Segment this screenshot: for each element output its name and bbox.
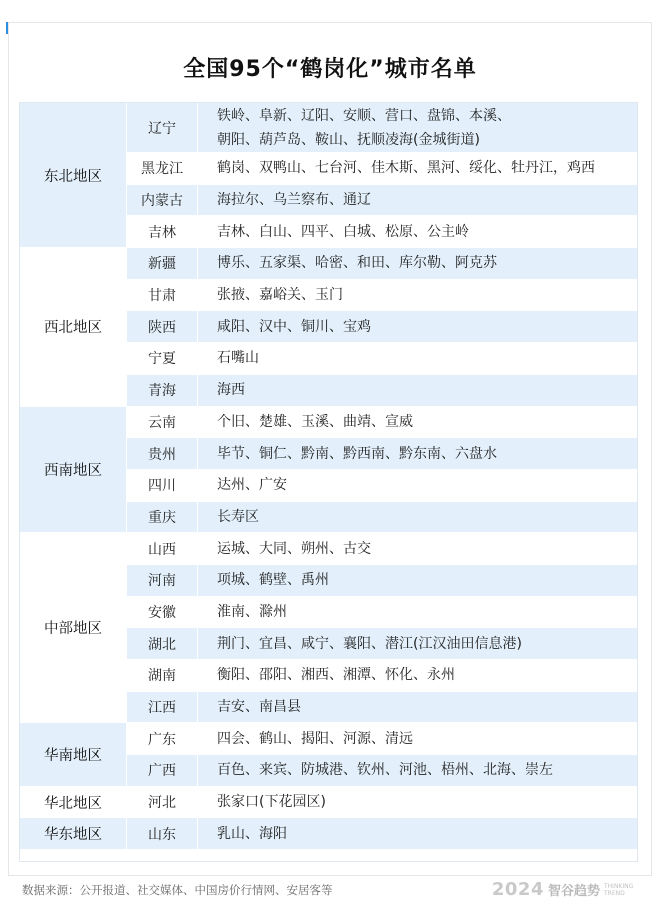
cities-line: 乳山、海阳 [217,825,287,842]
cities-cell [198,818,638,850]
cities-line: 达州、广安 [217,477,287,494]
province-cell: 陕西 [127,311,198,343]
province-cell: 青海 [127,374,198,406]
cities-line: 运城、大同、朔州、古交 [217,540,371,557]
brand-logo [492,879,638,900]
cities-cell [198,755,638,787]
province-cell: 新疆 [127,248,198,280]
province-cell: 湖南 [127,660,198,692]
cities-cell [198,786,638,818]
region-cell: 西北地区 [20,248,127,406]
cities-line: 咸阳、汉中、铜川、宝鸡 [217,318,371,335]
table-row [20,248,638,280]
cities-cell [198,469,638,501]
cities-cell [198,501,638,533]
data-source-note: 数据来源：公开报道、社交媒体、中国房价行情网、安居客等 [22,883,333,897]
province-cell: 广西 [127,755,198,787]
province-cell: 甘肃 [127,279,198,311]
province-cell: 吉林 [127,216,198,248]
cities-cell [198,103,638,153]
cities-line: 吉林、白山、四平、白城、松原、公主岭 [217,223,469,240]
cities-cell [198,564,638,596]
city-list-table [19,102,638,850]
cities-cell [198,438,638,470]
cities-cell [198,406,638,438]
cities-cell [198,248,638,280]
region-cell: 华南地区 [20,723,127,786]
cities-line: 淮南、滁州 [217,603,287,620]
cities-cell [198,184,638,216]
cities-line: 荆门、宜昌、咸宁、襄阳、潜江(江汉油田信息港) [217,635,522,652]
cities-line: 海西 [217,382,245,399]
cities-cell [198,660,638,692]
province-cell: 贵州 [127,438,198,470]
logo-english: THINKING TREND [604,882,634,897]
province-cell: 宁夏 [127,343,198,375]
cities-cell [198,533,638,565]
cities-cell [198,374,638,406]
cities-line: 个旧、楚雄、玉溪、曲靖、宣威 [217,413,413,430]
table-row [20,103,638,153]
province-cell: 湖北 [127,628,198,660]
logo-year: 2024 [491,879,544,900]
province-cell: 辽宁 [127,103,198,153]
cities-line: 张家口(下花园区) [217,794,326,811]
province-cell: 河南 [127,564,198,596]
table-row [20,723,638,755]
cities-cell [198,596,638,628]
region-cell: 中部地区 [20,533,127,723]
cities-cell [198,691,638,723]
cities-line: 鹤岗、双鸭山、七台河、佳木斯、黑河、绥化、牡丹江，鸡西 [217,160,595,177]
province-cell: 重庆 [127,501,198,533]
cities-cell [198,153,638,185]
cities-cell [198,216,638,248]
cities-line: 四会、鹤山、揭阳、河源、清远 [217,730,413,747]
cities-line: 海拉尔、乌兰察布、通辽 [217,192,371,209]
table-row [20,818,638,850]
table-row [20,406,638,438]
cities-line: 博乐、五家渠、哈密、和田、库尔勒、阿克苏 [217,255,497,272]
cities-line: 铁岭、阜新、辽阳、安顺、营口、盘锦、本溪、 [217,107,511,124]
province-cell: 河北 [127,786,198,818]
province-cell: 内蒙古 [127,184,198,216]
province-cell: 黑龙江 [127,153,198,185]
cities-line: 百色、来宾、防城港、钦州、河池、梧州、北海、崇左 [217,762,553,779]
cities-line: 长寿区 [217,508,259,525]
province-cell: 云南 [127,406,198,438]
province-cell: 山西 [127,533,198,565]
cities-line: 毕节、铜仁、黔南、黔西南、黔东南、六盘水 [217,445,497,462]
cities-cell [198,628,638,660]
cities-cell [198,279,638,311]
cities-cell [198,343,638,375]
region-cell: 西南地区 [20,406,127,533]
region-cell: 华东地区 [20,818,127,850]
region-cell: 东北地区 [20,103,127,248]
table-row [20,533,638,565]
cities-line: 衡阳、邵阳、湘西、湘潭、怀化、永州 [217,667,455,684]
province-cell: 江西 [127,691,198,723]
cities-line: 项城、鹤壁、禹州 [217,572,329,589]
page-title: 全国95个“鹤岗化”城市名单 [183,57,477,82]
cities-cell [198,311,638,343]
province-cell: 安徽 [127,596,198,628]
cities-line: 吉安、南昌县 [217,699,301,716]
logo-name: 智谷趋势 [547,884,600,899]
province-cell: 广东 [127,723,198,755]
cities-cell [198,723,638,755]
province-cell: 山东 [127,818,198,850]
region-cell: 华北地区 [20,786,127,818]
cities-line: 张掖、嘉峪关、玉门 [217,287,343,304]
table-row [20,786,638,818]
province-cell: 四川 [127,469,198,501]
cities-line: 朝阳、葫芦岛、鞍山、抚顺凌海(金城街道) [217,131,480,148]
cities-line: 石嘴山 [217,350,259,367]
